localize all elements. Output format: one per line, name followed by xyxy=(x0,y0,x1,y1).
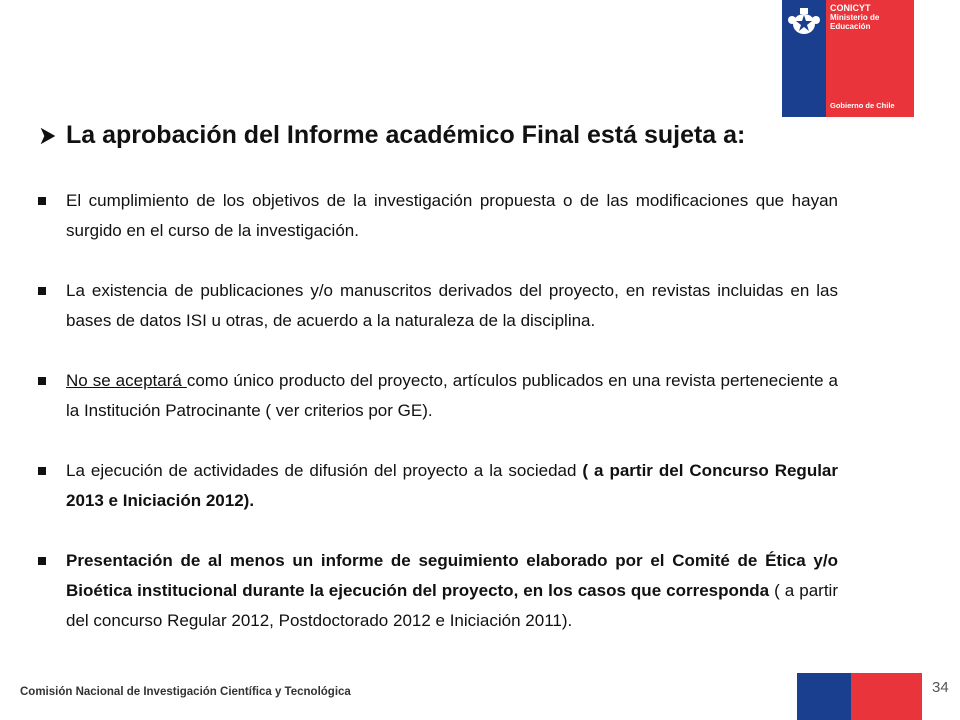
arrow-bullet-icon xyxy=(36,125,60,147)
bullet-text-group xyxy=(66,546,838,636)
bullet-text: ( a partir del concurso Regular 2012, Postdoctorado 2012 e Iniciación 2011). xyxy=(66,581,838,630)
bullet-text: La existencia de publicaciones y/o manuscritos derivados del proyecto, en revistas incluidas en las bases de datos ISI u otras, de acuerdo a la naturaleza de la disciplina. xyxy=(66,281,838,330)
heading-text: La aprobación del Informe académico Final está sujeta a: xyxy=(66,121,746,149)
list-item xyxy=(36,276,838,336)
footer-flag-bar xyxy=(797,673,922,720)
bullet-text-group xyxy=(66,456,838,516)
flag-red-panel xyxy=(851,673,922,720)
bullet-text: La ejecución de actividades de difusión del proyecto a la sociedad xyxy=(66,461,583,480)
bullet-text: como único producto del proyecto, artículos publicados en una revista perteneciente a la Institución Patrocinante ( ver criterios por GE). xyxy=(66,371,838,420)
logo-government-text: Gobierno de Chile xyxy=(830,101,895,110)
underlined-phrase: No se aceptará xyxy=(66,371,187,390)
bullet-text: El cumplimiento de los objetivos de la investigación propuesta o de las modificaciones que hayan surgido en el curso de la investigación. xyxy=(66,191,838,240)
list-item xyxy=(36,186,838,246)
bold-phrase: ( a partir del Concurso Regular 2013 e Iniciación 2012). xyxy=(66,461,838,510)
logo-ministry-line1: Ministerio de xyxy=(830,13,880,22)
bullet-text-group xyxy=(66,366,838,426)
flag-blue-panel xyxy=(797,673,851,720)
square-bullet-icon xyxy=(36,276,66,306)
footer-organization: Comisión Nacional de Investigación Científica y Tecnológica xyxy=(20,686,351,698)
coat-of-arms-icon xyxy=(786,6,822,40)
logo-brand-text xyxy=(830,4,879,31)
bold-phrase: Presentación de al menos un informe de seguimiento elaborado por el Comité de Ética y/o Bioética institucional durante la ejecución del proyecto, en los casos que corresponda xyxy=(66,551,838,600)
list-item xyxy=(36,546,838,636)
bullet-list xyxy=(36,186,838,666)
list-item xyxy=(36,366,838,426)
square-bullet-icon xyxy=(36,546,66,576)
square-bullet-icon xyxy=(36,186,66,216)
list-item xyxy=(36,456,838,516)
slide-heading xyxy=(36,121,836,150)
square-bullet-icon xyxy=(36,366,66,396)
logo-ministry-line2: Educación xyxy=(830,22,871,31)
square-bullet-icon xyxy=(36,456,66,486)
conicyt-logo xyxy=(782,0,914,117)
logo-brand-name: CONICYT xyxy=(830,3,871,13)
page-number: 34 xyxy=(932,679,949,696)
